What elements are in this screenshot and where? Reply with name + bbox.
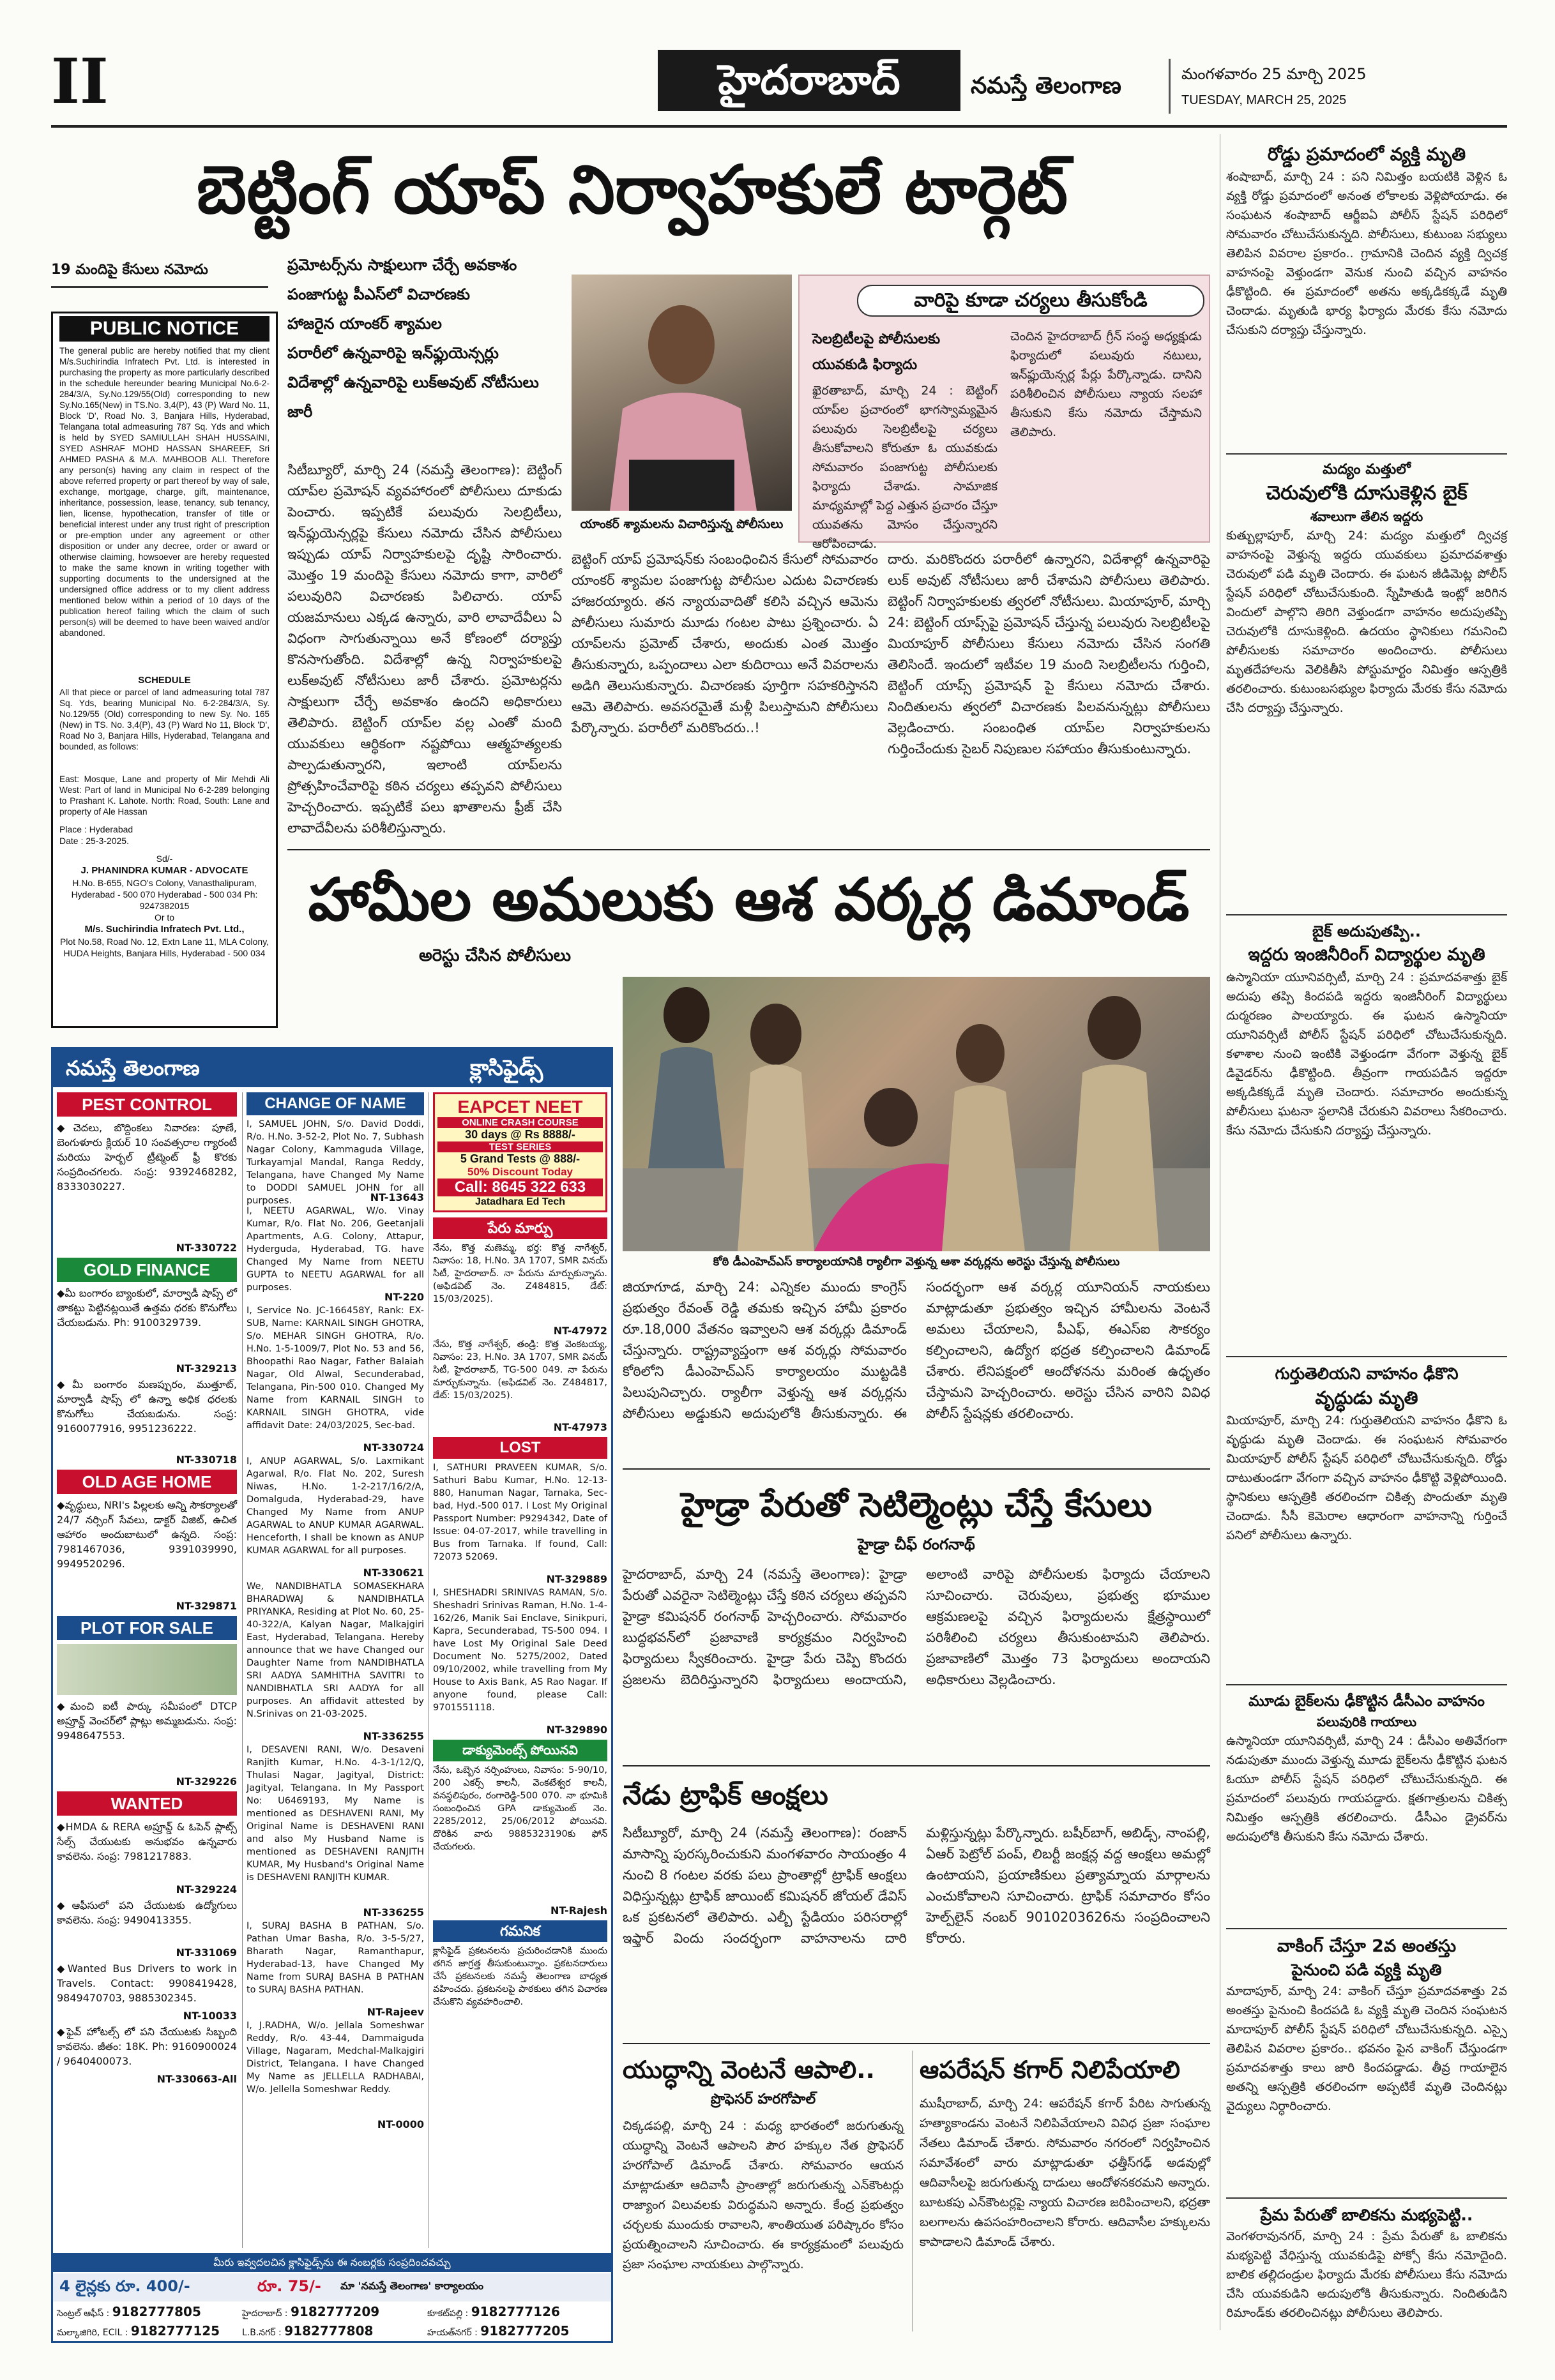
plot-for-sale-text: ◆మంచి ఐటీ పార్కు సమీపంలో DTCP అప్రూవ్డ్ వెంచర్‌లో ప్లాట్లు అమ్మబడును. సంప్ర: 9948647553. xyxy=(57,1700,237,1742)
classifieds-footer-prompt: మీరు ఇవ్వదలచిన క్లాసిఫైడ్స్‌ను ఈ నంబర్లకు సంప్రదించవచ్చు xyxy=(53,2253,611,2272)
notice-advocate: J. PHANINDRA KUMAR - ADVOCATE xyxy=(80,865,248,876)
hydraa-body: హైదరాబాద్, మార్చి 24 (నమస్తే తెలంగాణ): హైడ్రా పేరుతో ఎవరైనా సెటిల్మెంట్లు చేస్తే కఠిన చర్యలు తప్పవని హైడ్రా కమిషనర్ రంగనాథ్ హెచ్చరించారు. సోమవారం బుద్ధభవన్‌లో ప్రజావాణి కార్యక్రమం నిర్వహించి ఫిర్యాదులు స్వీకరించారు. హైడ్రా పేరు చెప్పి కొందరు ప్రజలను బెదిరిస్తున్నారని ఫిర్యాదులు అందాయని, అలాంటి వారిపై పోలీసులకు ఫిర్యాదు చేయాలని సూచించారు. చెరువులు, ప్రభుత్వ భూముల ఆక్రమణలపై వచ్చిన ఫిర్యాదులను క్షేత్రస్థాయిలో పరిశీలించి చర్యలు తీసుకుంటామని తెలిపారు. ప్రజావాణిలో మొత్తం 73 ఫిర్యాదులు అందాయని అధికారులు వెల్లడించారు. xyxy=(623,1567,1210,1687)
rc-story-3-deck: బైక్ అదుపుతప్పి.. xyxy=(1312,923,1421,940)
lead-photo-caption: యాంకర్ శ్యామలను విచారిస్తున్న పోలీసులు xyxy=(580,517,784,531)
pest-control-text: ◆చెదలు, బొద్దింకలు నివారణ: పూణే, బెంగుళూరు క్లియర్ 10 సంవత్సరాల గ్యారంటీ మరియు హెర్బల్ ట్రీట్మెంట్ ఫ్రీ కొరకు సంప్రదించగలరు. సంప్ర: 9392468282, 8333030227. xyxy=(57,1122,237,1193)
war-kagar-divider xyxy=(912,2051,913,2331)
hydraa-headline: హైడ్రా పేరుతో సెటిల్మెంట్లు చేస్తే కేసులు xyxy=(681,1486,1152,1525)
wanted-text-2: ◆ఆఫీసులో పని చేయుటకు ఉద్యోగులు కావలెను. సంప్ర: 9490413355. xyxy=(57,1899,237,1926)
change-of-name-8: I, J.RADHA, W/o. Jellala Someshwar Reddy, R/o. 43-44, Dammaiguda Village, Nagaram, Medchal-Malkajgiri District, Telangana. I have Changed My Name as JELLELLA RADHABAI, W/o. Jellella Someshwar Reddy. xyxy=(247,2021,424,2095)
lead-headline: బెట్టింగ్ యాప్ నిర్వాహకులే టార్గెట్ xyxy=(196,151,1068,229)
pername-nt-1: NT-47972 xyxy=(553,1325,607,1337)
hydraa-bottom-rule xyxy=(623,1765,1210,1766)
change-of-name-nt-4: NT-330621 xyxy=(363,1567,424,1579)
rc-story-2-text: కుత్బుల్లాపూర్, మార్చి 24: మద్యం మత్తులో ద్విచక్ర వాహనంపై వెళ్తున్న ఇద్దరు యువకులు ప్రమాదవశాత్తు చెరువులో పడి మృతి చెందారు. ఈ ఘటన జీడిమెట్ల పోలీస్ స్టేషన్ పరిధిలో చోటుచేసుకుంది. స్నేహితుడి ఇంట్లో జరిగిన విందులో పాల్గొని తిరిగి వెళ్తుండగా వాహనం అదుపుతప్పి చెరువులోకి దూసుకెళ్లింది. ఉదయం స్థానికులు గమనించి పోలీసులకు సమాచారం అందించారు. పోలీసులు మృతదేహాలను వెలికితీసి పోస్టుమార్టం నిమిత్తం ఆస్పత్రికి తరలించారు. కుటుంబసభ్యుల ఫిర్యాదు మేరకు కేసు నమోదు చేసి దర్యాప్తు చేస్తున్నారు. xyxy=(1226,529,1507,715)
rc-rule-5 xyxy=(1226,1928,1507,1929)
masthead-divider xyxy=(1169,59,1171,114)
rc-rule-4 xyxy=(1226,1684,1507,1685)
rc-story-2-head: చెరువులోకి దూసుకెళ్లిన బైక్ xyxy=(1266,482,1468,504)
pest-control-head: PEST CONTROL xyxy=(57,1092,237,1117)
asha-deck: అరెస్టు చేసిన పోలీసులు xyxy=(418,946,572,965)
lead-photo-figure xyxy=(572,275,792,511)
rc-story-6-sub: పైనుంచి పడి వ్యక్తి మృతి xyxy=(1291,1961,1442,1979)
lost-nt-2: NT-329890 xyxy=(546,1724,607,1736)
eapcet-title: EAPCET NEET xyxy=(457,1097,583,1117)
change-of-name-nt-2: NT-220 xyxy=(384,1291,424,1303)
lead-box-text-2: చెందిన హైదరాబాద్ గ్రీన్ సంస్థ అధ్యక్షుడు ఫిర్యాదులో పలువురు నటులు, ఇన్‌ఫ్లుయెన్సర్ల పేర్లు పేర్కొన్నాడు. దానిని పరిశీలించిన పోలీసులు న్యాయ సలహా తీసుకుని కేసు నమోదు చేస్తామని తెలిపారు. xyxy=(1010,329,1202,439)
change-of-name-7: I, SURAJ BASHA B PATHAN, S/o. Pathan Umar Basha, R/o. 3-5-5/27, Bharath Nagar, Ramanthapur, Hyderabad-13, have Changed My Name from SURAJ BASHA B PATHAN to SURAJ BASHA PATHAN. xyxy=(247,1921,424,1995)
rc-story-4-text: మియాపూర్, మార్చి 24: గుర్తుతెలియని వాహనం ఢీకొని ఓ వృద్ధుడు మృతి చెందాడు. ఈ సంఘటన సోమవారం మియాపూర్ పోలీస్ స్టేషన్ పరిధిలో చోటుచేసుకున్నది. రోడ్డు దాటుతుండగా వేగంగా వచ్చిన వాహనం ఢీకొట్టి వెళ్లిపోయింది. స్థానికులు ఆస్పత్రికి తరలించగా చికిత్స పొందుతూ మృతి చెందాడు. సీసీ కెమెరాల ఆధారంగా వాహనాన్ని గుర్తించే పనిలో పోలీసులు ఉన్నారు. xyxy=(1226,1413,1507,1542)
asha-headline: హామీల అమలుకు ఆశ వర్కర్ల డిమాండ్ xyxy=(308,866,1190,934)
asha-photo xyxy=(623,977,1210,1251)
phone-3: కూకట్‌పల్లి : 9182777126 xyxy=(427,2304,560,2319)
eapcet-line-1: ONLINE CRASH COURSE xyxy=(437,1117,603,1128)
wanted-text-3: ◆Wanted Bus Drivers to work in Travels. Contact: 9908419428, 9849470703, 9885302345. xyxy=(57,1962,237,2004)
notice-bounds: East: Mosque, Lane and property of Mir Mehdi Ali West: Part of land in Municipal No 6-2-289 belonging to Prashant K. Lahote. North: Road, South: Lane and property of Ale Hassan xyxy=(59,774,269,817)
phone-2-number: 9182777209 xyxy=(290,2304,380,2319)
rc-story-7-head: ప్రేమ పేరుతో బాలికను మభ్యపెట్టి.. xyxy=(1260,2206,1473,2224)
classifieds-office: మా 'నమస్తే తెలంగాణ' కార్యాలయం xyxy=(340,2280,484,2292)
rc-story-5-head: మూడు బైక్‌లను ఢీకొట్టిన డీసీఎం వాహనం xyxy=(1248,1693,1485,1710)
notice-client: M/s. Suchirindia Infratech Pvt. Ltd., xyxy=(84,924,245,935)
notice-body: The general public are hereby notified that my client M/s.Suchirindia Infratech Pvt. Ltd. is interested in purchasing the property as more particularly described in the schedule hereunder bearing Municipal No.6-2-284/3/A, Sy.No.129/55(Old) corresponding to new Sy.No.165(New) in TS.No. 3,4(P), 43 (P) Ward No. 11, Block 'D', Road No. 3, Banjara Hills, Hyderabad, Telangana total admeasuring 787 Sq. Yds and which is held by SYED SAMIULLAH SHAH HUSSAINI, SYED ASHRAF MOHD HASSAN SHAREEF, Sri AHMED PASHA & M.A. MAHBOOB ALI. Therefore any person(s) having any claim in respect of the above referred property or part thereof by way of sale, exchange, mortgage, charge, gift, maintenance, inheritance, possession, lease, tenancy, sub tenancy, lien, license, hypothecation, transfer of title or beneficial interest under any trust right of prescription or pre-emption under any agreement or other disposition or under any decree, order or award or otherwise claiming, howsoever are hereby requested to make the same known in writing together with supporting documents to the undersigned at the undersigned office address or to my client address mentioned below within a period of 10 days of the publication hereof failing which the claim of such person(s) will be deemed to have been waived and/or abandoned. xyxy=(59,346,269,638)
phone-4-place: మల్కాజిగిరి, ECIL xyxy=(57,2328,123,2338)
eapcet-line-4: 5 Grand Tests @ 888/- xyxy=(460,1152,580,1165)
phone-3-number: 9182777126 xyxy=(471,2304,560,2319)
phone-6-place: హయత్‌నగర్ xyxy=(427,2328,472,2338)
lead-kicker: 19 మందిపై కేసులు నమోదు xyxy=(51,262,208,278)
notice-date: Date : 25-3-2025. xyxy=(59,836,129,846)
change-of-name-nt-6: NT-336255 xyxy=(363,1906,424,1918)
lead-sidebar-box xyxy=(798,275,1210,551)
rc-story-3-head: ఇద్దరు ఇంజినీరింగ్ విద్యార్థుల మృతి xyxy=(1248,945,1485,965)
change-of-name-2: I, NEETU AGARWAL, W/o. Vinay Kumar, R/o. Flat No. 206, Geetanjali Apartments, A.G. Colony, Attapur, Hyderguda, Hyderabad, TG. have Changed My Name from NEETU GUPTA to NEETU AGARWAL for all purposes. xyxy=(247,1206,424,1293)
asha-bottom-rule xyxy=(623,1468,1210,1470)
notice-title: PUBLIC NOTICE xyxy=(59,316,269,342)
rc-rule-3 xyxy=(1226,1356,1507,1357)
rc-story-4-head: వృద్ధుడు మృతి xyxy=(1315,1387,1418,1408)
change-of-name-head: CHANGE OF NAME xyxy=(247,1092,424,1115)
rc-story-3-text: ఉస్మానియా యూనివర్సిటీ, మార్చి 24 : ప్రమాదవశాత్తు బైక్ అదుపు తప్పి కిందపడి ఇద్దరు ఇంజినీరింగ్ విద్యార్థులు దుర్మరణం పాలయ్యారు. ఈ ఘటన ఉస్మానియా యూనివర్సిటీ పోలీస్ స్టేషన్ పరిధిలో చోటుచేసుకున్నది. కళాశాల నుంచి ఇంటికి వెళ్తుండగా వేగంగా వెళ్తున్న బైక్ డివైడర్‌ను ఢీకొట్టింది. తీవ్రంగా గాయపడిన ఇద్దరూ అక్కడికక్కడే మృతి చెందారు. సమాచారం అందుకున్న పోలీసులు ఘటనా స్థలానికి చేరుకుని వివరాలు సేకరించారు. కేసు నమోదు చేసుకుని దర్యాప్తు చేస్తున్నారు. xyxy=(1226,970,1507,1138)
wanted-nt-4: NT-330663-All xyxy=(156,2073,237,2085)
rc-story-4-deck: గుర్తుతెలియని వాహనం ఢీకొని xyxy=(1275,1364,1459,1383)
date-telugu: మంగళవారం 25 మార్చి 2025 xyxy=(1181,65,1367,83)
phone-1-place: సెంట్రల్ ఆఫీస్ xyxy=(57,2308,104,2319)
classifieds-title: క్లాసిఫైడ్స్ xyxy=(469,1055,543,1081)
gamanika-text: క్లాసిఫైడ్ ప్రకటనలను ప్రచురించడానికి ముందు తగిన జాగ్రత్త తీసుకుంటున్నాం. ప్రకటనదారులు చేసే ప్రకటనలకు నమస్తే తెలంగాణ బాధ్యత వహించదు. ప్రకటనలపై పాఠకులు తగిన విచారణ చేసుకొని వ్యవహరించాలి. xyxy=(433,1946,607,2007)
notice-schedule: All that piece or parcel of land admeasuring total 787 Sq. Yds, bearing Municipal No. 6-2-284/3/A, Sy. No.129/55 (Old) corresponding to new Sy. No. 165 (New) in TS. No. 3,4(P), 43 (P) Ward No 11, Block 'D', Road No 3, Banjara Hills, Hyderabad, Telangana and bounded, as follows: xyxy=(59,688,269,751)
phone-5: L.B.నగర్ : 9182777808 xyxy=(242,2323,374,2339)
classifieds-price-lines: 4 లైన్లకు రూ. 400/- xyxy=(59,2277,190,2295)
phone-2: హైదరాబాద్ : 9182777209 xyxy=(242,2304,380,2319)
asha-photo-scene xyxy=(623,977,1210,1251)
notice-schedule-title: SCHEDULE xyxy=(138,675,191,686)
phone-3-place: కూకట్‌పల్లి xyxy=(427,2308,463,2319)
deck-2: పంజాగుట్ట పీఎస్‌లో విచారణకు xyxy=(287,285,470,303)
asha-photo-caption: కోఠి డీఎంహెచ్ఎస్ కార్యాలయానికి ర్యాలీగా వెళ్తున్న ఆశా వర్కర్లను అరెస్టు చేస్తున్న పోలీసులు xyxy=(713,1255,1120,1269)
rc-story-2-sub: శవాలుగా తేలిన ఇద్దరు xyxy=(1310,509,1423,524)
gold-finance-nt-2: NT-330718 xyxy=(176,1454,237,1466)
right-column xyxy=(1226,142,1507,2338)
phone-6-number: 9182777205 xyxy=(480,2323,570,2339)
masthead-rule xyxy=(51,125,1507,128)
kagar-headline: ఆపరేషన్ కగార్ నిలిపేయాలి xyxy=(920,2056,1180,2084)
lead-body-col2: బెట్టింగ్ యాప్ ప్రమోషన్‌కు సంబంధించిన కేసులో సోమవారం యాంకర్ శ్యామల పంజాగుట్ట పోలీసుల ఎదుట విచారణకు హాజరయ్యారు. తన న్యాయవాదితో కలిసి వచ్చిన ఆమెను పోలీసులు సుమారు మూడు గంటల పాటు ప్రశ్నించారు. ఏ యాప్‌లను ప్రమోట్ చేశారు, అందుకు ఎంత మొత్తం తీసుకున్నారు, ఒప్పందాలు ఎలా కుదిరాయి అనే వివరాలను అడిగి తెలుసుకున్నారు. విచారణకు పూర్తిగా సహకరిస్తానని ఆమె తెలిపారు. అవసరమైతే మళ్లీ పిలుస్తామని పోలీసులు పేర్కొన్నారు. పరారీలో మరికొందరు..! xyxy=(572,552,878,735)
gold-finance-head: GOLD FINANCE xyxy=(57,1258,237,1282)
phone-5-number: 9182777808 xyxy=(284,2323,374,2339)
classifieds-phone-grid xyxy=(53,2303,611,2341)
rc-story-7-text: వెంగళరావునగర్, మార్చి 24 : ప్రేమ పేరుతో ఓ బాలికను మభ్యపెట్టి వేధిస్తున్న యువకుడిపై పోక్సో కేసు నమోదైంది. బాలిక తల్లిదండ్రుల ఫిర్యాదు మేరకు పోలీసులు కేసు నమోదు చేసి యువకుడిని అదుపులోకి తీసుకున్నారు. నిందితుడిని రిమాండ్‌కు తరలించినట్లు పోలీసులు తెలిపారు. xyxy=(1226,2229,1507,2320)
plot-image xyxy=(57,1644,237,1695)
lead-box-subtitle: సెలబ్రిటీలపై పోలీసులకు యువకుడి ఫిర్యాదు xyxy=(812,331,941,373)
notice-sd: Sd/- xyxy=(156,854,173,864)
eapcet-brand: Jatadhara Ed Tech xyxy=(474,1196,566,1207)
eapcet-line-2: 30 days @ Rs 8888/- xyxy=(465,1128,575,1141)
eapcet-call: Call: 8645 322 633 xyxy=(437,1179,603,1196)
gold-finance-text-1: ◆మీ బంగారం బ్యాంకులో, మార్వాడీ షాప్స్ లో తాకట్టు పెట్టినట్లయితే ఉత్తమ ధరకు కొనుగోలు చేయబడును. Ph: 9100329739. xyxy=(57,1287,237,1329)
lead-bottom-rule xyxy=(287,849,1210,850)
pername-2: నేను, కొత్త నాగేశ్వర్, తండ్రి: కొత్త వెంకటయ్య, నివాసం: 23, H.No. 3A 1707, SMR వినయ్ సిటీ, హైదరాబాద్, TG-500 049. నా పేరును మార్చుకున్నాను. (అఫిడవిట్ నెం. Z484817, డేట్: 15/03/2025). xyxy=(433,1339,607,1401)
phone-2-place: హైదరాబాద్ xyxy=(242,2308,282,2319)
wanted-text-4: ◆ఫైవ్ హోటల్స్ లో పని చేయుటకు సిబ్బంది కావలెను. జీతం: 18K. Ph: 9160900024 / 9640400073. xyxy=(57,2026,237,2067)
pername-1: నేను, కొత్త మణెమ్మ, భర్త: కొత్త నాగేశ్వర్, నివాసం: 18, H.No. 3A 1707, SMR వినయ్ సిటీ, హైదరాబాద్. నా పేరును మార్చుకున్నాను. (అఫిడవిట్ నెం. Z484815, డేట్: 15/03/2025). xyxy=(433,1243,607,1304)
kagar-body: ముషీరాబాద్, మార్చి 24: ఆపరేషన్ కగార్ పేరిట సాగుతున్న హత్యాకాండను వెంటనే నిలిపివేయాలని వివిధ ప్రజా సంఘాల నేతలు డిమాండ్ చేశారు. సోమవారం నగరంలో నిర్వహించిన సమావేశంలో వారు మాట్లాడుతూ ఛత్తీస్‌గఢ్ అడవుల్లో ఆదివాసీలపై జరుగుతున్న దాడులు ఆందోళనకరమని అన్నారు. బూటకపు ఎన్‌కౌంటర్లపై న్యాయ విచారణ జరిపించాలని, భద్రతా బలగాలను ఉపసంహరించాలని కోరారు. ఆదివాసీల హక్కులను కాపాడాలని డిమాండ్ చేశారు. xyxy=(920,2097,1210,2249)
rc-story-6-head: వాకింగ్ చేస్తూ 2వ అంతస్తు xyxy=(1277,1936,1457,1956)
traffic-bottom-rule xyxy=(623,2043,1210,2044)
gamanika-head: గమనిక xyxy=(433,1920,607,1942)
war-headline: యుద్ధాన్ని వెంటనే ఆపాలి.. xyxy=(623,2056,875,2084)
eapcet-ad xyxy=(433,1092,607,1212)
rc-story-5-text: ఉస్మానియా యూనివర్సిటీ, మార్చి 24 : డీసీఎం అతివేగంగా నడుపుతూ ముందు వెళ్తున్న మూడు బైక్‌లను ఢీకొట్టిన ఘటన ఓయూ పోలీస్ స్టేషన్ పరిధిలో చోటుచేసుకున్నది. ఈ ప్రమాదంలో పలువురు గాయపడ్డారు. క్షతగాత్రులను చికిత్స నిమిత్తం ఆస్పత్రికి తరలించారు. డీసీఎం డ్రైవర్‌ను అదుపులోకి తీసుకుని కేసు నమోదు చేశారు. xyxy=(1226,1734,1507,1844)
wanted-text-1: ◆HMDA & RERA అప్రూవ్డ్ & ఓపెన్ ప్లాట్స్ సేల్స్ చేయుటకు అనుభవం ఉన్నవారు కావలెను. సంప్ర: 7981217883. xyxy=(57,1821,237,1862)
date-english: TUESDAY, MARCH 25, 2025 xyxy=(1181,93,1347,107)
docs-lost-head: డాక్యుమెంట్స్ పోయినవి xyxy=(433,1740,607,1761)
phone-5-place: L.B.నగర్ xyxy=(242,2328,276,2338)
change-of-name-3: I, Service No. JC-166458Y, Rank: EX-SUB, Name: KARNAIL SINGH GHOTRA, S/o. MEHAR SINGH GHOTRA, R/o. H.No. 1-5-1009/7, Plot No. 53 and 56, Bhoopathi Rao Nagar, Father Balaiah Nagar, Old Alwal, Secunderabad, Telangana, Pin-500 010. Changed My Name from KARNAIL SINGH to KARNAIL SINGH GHOTRA, vide affidavit Date: 24/03/2025, Sec-bad. xyxy=(247,1306,424,1431)
plot-for-sale-nt: NT-329226 xyxy=(176,1775,237,1788)
lost-head: LOST xyxy=(433,1437,607,1459)
change-of-name-4: I, ANUP AGARWAL, S/o. Laxmikant Agarwal, R/o. Flat No. 202, Suresh Niwas, H.No. 1-2-217/16/2/A, Domalguda, Hyderabad-29, have Changed My Name from ANUP AGARWAL to ANUP KUMAR AGARWAL. Henceforth, I shall be known as ANUP KUMAR AGARWAL for all purposes. xyxy=(247,1456,424,1556)
rc-rule-6 xyxy=(1226,2197,1507,2199)
gold-finance-nt-1: NT-329213 xyxy=(176,1362,237,1375)
lead-photo xyxy=(572,275,792,511)
rc-story-1-text: శంషాబాద్, మార్చి 24 : పని నిమిత్తం బయటికి వెళ్లిన ఓ వ్యక్తి రోడ్డు ప్రమాదంలో అనంత లోకాలకు వెళ్లిపోయాడు. ఈ సంఘటన శంషాబాద్ ఆర్జీఐఏ పోలీస్ స్టేషన్ పరిధిలో సోమవారం చోటుచేసుకున్నది. పోలీసులు, కుటుంబ సభ్యులు తెలిపిన వివరాల ప్రకారం.. గ్రామానికి చెందిన వ్యక్తి ద్విచక్ర వాహనంపై వెళ్తుండగా వెనుక నుంచి వచ్చిన వాహనం ఢీకొట్టింది. ఈ ప్రమాదంలో అతను అక్కడికక్కడే మృతి చెందాడు. మృతుడి భార్య ఫిర్యాదు మేరకు కేసు నమోదు చేసుకుని దర్యాప్తు చేస్తున్నారు. xyxy=(1226,170,1507,337)
rc-story-2-deck: మద్యం మత్తులో xyxy=(1323,462,1411,478)
notice-advocate-address: H.No. B-655, NGO's Colony, Vanasthalipuram, Hyderabad - 500 070 Hyderabad - 500 034 Ph: 9247382015 xyxy=(71,878,258,911)
rc-story-5-sub: పలువురికి గాయాలు xyxy=(1316,1714,1417,1729)
war-byline: ప్రొఫెసర్ హరగోపాల్ xyxy=(710,2091,816,2107)
pername-nt-2: NT-47973 xyxy=(553,1421,607,1433)
rc-story-1-head: రోడ్డు ప్రమాదంలో వ్యక్తి మృతి xyxy=(1267,144,1466,165)
lead-decks xyxy=(287,250,562,448)
classifieds-col-2 xyxy=(242,1092,424,2248)
pername-head: పేరు మార్పు xyxy=(433,1217,607,1239)
lost-nt-1: NT-329889 xyxy=(546,1573,607,1585)
notice-place: Place : Hyderabad xyxy=(59,824,133,834)
gold-finance-text-2: ◆మీ బంగారం మణప్పురం, ముత్తూట్, మార్వాడీ షాప్స్ లో ఉన్నా అధిక ధరలకు కొనుగోలు చేయబడును. సంప్ర: 9160077916, 9951236222. xyxy=(57,1378,237,1435)
classifieds-panel xyxy=(51,1047,613,2343)
hydraa-byline: హైడ్రా చీఫ్ రంగనాథ్ xyxy=(858,1535,975,1553)
traffic-headline: నేడు ట్రాఫిక్ ఆంక్షలు xyxy=(623,1779,828,1811)
pest-control-nt: NT-330722 xyxy=(176,1242,237,1254)
eapcet-line-5: 50% Discount Today xyxy=(467,1166,573,1178)
lead-box-title: వారిపై కూడా చర్యలు తీసుకోండి xyxy=(857,285,1204,317)
asha-body: జియాగూడ, మార్చి 24: ఎన్నికల ముందు కాంగ్రెస్ ప్రభుత్వం రేవంత్ రెడ్డి తమకు ఇచ్చిన హామీ ప్రకారం రూ.18,000 వేతనం ఇవ్వాలని ఆశ వర్కర్లు డిమాండ్ చేస్తున్నారు. రాష్ట్రవ్యాప్తంగా ఆశ వర్కర్లు సోమవారం కోఠిలోని డీఎంహెచ్ఎస్ కార్యాలయం ముట్టడికి పిలుపునిచ్చారు. ర్యాలీగా వెళ్తున్న ఆశ వర్కర్లను పోలీసులు అడ్డుకుని అదుపులోకి తీసుకున్నారు. ఈ సందర్భంగా ఆశ వర్కర్ల యూనియన్ నాయకులు మాట్లాడుతూ ప్రభుత్వం ఇచ్చిన హామీలను వెంటనే అమలు చేయాలని, పీఎఫ్, ఈఎస్ఐ సౌకర్యం కల్పించాలని, ఉద్యోగ భద్రత కల్పించాలని డిమాండ్ చేశారు. లేనిపక్షంలో ఆందోళనను మరింత ఉధృతం చేస్తామని హెచ్చరించారు. అరెస్టు చేసిన వారిని వివిధ పోలీస్ స్టేషన్లకు తరలించారు. xyxy=(623,1279,1210,1421)
section-title: హైదరాబాద్ xyxy=(658,50,960,111)
change-of-name-1: I, SAMUEL JOHN, S/o. David Doddi, R/o. H.No. 3-52-2, Plot No. 7, Subhash Nagar Colony, Kammaguda Village, Turkayamjal Mandal, Ranga Reddy, Telangana, have Changed My Name to DODDI SAMUEL JOHN for all purposes. xyxy=(247,1119,424,1206)
old-age-home-nt: NT-329871 xyxy=(176,1600,237,1612)
change-of-name-nt-8: NT-0000 xyxy=(377,2118,424,2130)
lead-body-col1: సిటీబ్యూరో, మార్చి 24 (నమస్తే తెలంగాణ): బెట్టింగ్ యాప్‌ల ప్రమోషన్ వ్యవహారంలో పోలీసులు దూకుడు పెంచారు. ఇప్పటికే పలువురు సెలబ్రిటీలు, ఇన్‌ఫ్లుయెన్సర్లపై కేసులు నమోదు చేసిన పోలీసులు ఇప్పుడు యాప్ నిర్వాహకులపై దృష్టి సారించారు. మొత్తం 19 మందిపై కేసులు నమోదు కాగా, వారిలో పలువురిని విచారణకు పిలిచారు. యాప్ యజమానులు ఎక్కడ ఉన్నారు, వారి లావాదేవీలు ఏ విధంగా సాగుతున్నాయి అనే కోణంలో దర్యాప్తు కొనసాగుతోంది. విదేశాల్లో ఉన్న నిర్వాహకులపై లుక్‌అవుట్ నోటీసులు జారీ చేశారు. ప్రమోటర్లను సాక్షులుగా చేర్చే అవకాశం ఉందని అధికారులు తెలిపారు. బెట్టింగ్ యాప్‌ల వల్ల ఎంతో మంది యువకులు ఆర్థికంగా నష్టపోయి ఆత్మహత్యలకు పాల్పడుతున్నారని, ఇలాంటి యాప్‌లను ప్రోత్సహించేవారిపై కఠిన చర్యలు తప్పవని పోలీసులు హెచ్చరించారు. ఇప్పటికే పలు ఖాతాలను ఫ్రీజ్ చేసి లావాదేవీలను పరిశీలిస్తున్నారు. xyxy=(287,462,562,836)
wanted-head: WANTED xyxy=(57,1791,237,1816)
change-of-name-5: We, NANDIBHATLA SOMASEKHARA BHARADWAJ & NANDIBHATLA PRIYANKA, Residing at Plot No. 60, 25-40-322/A, Kalyan Nagar, Malkajgiri East, Hyderabad, Telangana. Hereby announce that we have Changed our Daughter Name from NANDIBHATLA SRI AADYA SAMHITHA SAVITRI to NANDIBHATLA SRI AADYA for all purposes. An affidavit attested by N.Srinivas on 21-03-2025. xyxy=(247,1581,424,1719)
deck-4: పరారీలో ఉన్నవారిపై ఇన్‌ఫ్లుయెన్సర్లు xyxy=(287,344,499,362)
wanted-nt-3: NT-10033 xyxy=(183,2010,237,2022)
lost-2: I, SHESHADRI SRINIVAS RAMAN, S/o. Sheshadri Srinivas Raman, H.No. 1-4-162/26, Manik Sai Enclave, Sinikpuri, Kapra, Secunderabad, TS-500 094. I have Lost My Original Sale Deed Document No. 5275/2002, Dated 09/10/2002, while travelling from My House to Axis Bank, AS Rao Nagar. If anyone found, please Call: 9701551118. xyxy=(433,1588,607,1713)
classifieds-brand: నమస్తే తెలంగాణ xyxy=(66,1056,200,1080)
deck-5: విదేశాల్లో ఉన్నవారిపై లుక్‌అవుట్ నోటీసులు జారీ xyxy=(287,373,539,421)
rc-rule-2 xyxy=(1226,914,1507,915)
classifieds-col-3 xyxy=(429,1092,607,2248)
docs-lost-1: నేను, ఒబ్బెన నర్సింహులు, నివాసం: 5-90/10, 200 ఎకర్స్ కాలనీ, వెంకటేశ్వర కాలనీ, వనస్థలిపురం, రంగారెడ్డి-500 070. నా భూమికి సంబంధించిన GPA డాక్యుమెంట్ నెం. 2285/2012, 25/06/2012 పోయినవి. దొరికిన వారు 9885323190కు ఫోన్ చేయగలరు. xyxy=(433,1765,607,1852)
notice-or: Or to xyxy=(154,912,175,923)
lost-1: I, SATHURI PRAVEEN KUMAR, S/o. Sathuri Babu Kumar, H.No. 12-13-880, Hanuman Nagar, Tarnaka, Sec-bad, Hyd.-500 017. I Lost My Original Passport Number: P9294342, Date of Issue: 04-07-2017, while travelling in Bus from Tarnaka. If found, Call: 72073 52069. xyxy=(433,1463,607,1562)
rc-rule-1 xyxy=(1226,453,1507,455)
classifieds-price-band xyxy=(53,2273,611,2301)
phone-4: మల్కాజిగిరి, ECIL : 9182777125 xyxy=(57,2323,220,2339)
traffic-body: సిటీబ్యూరో, మార్చి 24 (నమస్తే తెలంగాణ): రంజాన్ మాసాన్ని పురస్కరించుకుని మంగళవారం సాయంత్రం 4 నుంచి 8 గంటల వరకు పలు ప్రాంతాల్లో ట్రాఫిక్ ఆంక్షలు విధిస్తున్నట్లు ట్రాఫిక్ జాయింట్ కమిషనర్ జోయల్ డేవిస్ ఒక ప్రకటనలో తెలిపారు. ఎల్బీ స్టేడియం పరిసరాల్లో ఇఫ్తార్ విందు సందర్భంగా వాహనాలను దారి మళ్లిస్తున్నట్లు పేర్కొన్నారు. బషీర్‌బాగ్, అబిడ్స్, నాంపల్లి, ఏఆర్ పెట్రోల్ పంప్, లిబర్టీ జంక్షన్ల వద్ద ఆంక్షలు అమల్లో ఉంటాయని, ప్రయాణికులు ప్రత్యామ్నాయ మార్గాలను ఎంచుకోవాలని సూచించారు. ట్రాఫిక్ సమాచారం కోసం హెల్ప్‌లైన్ నంబర్ 9010203626ను సంప్రదించాలని కోరారు. xyxy=(623,1825,1210,1946)
docs-lost-nt-1: NT-Rajesh xyxy=(550,1904,607,1917)
classifieds-header xyxy=(53,1049,611,1087)
change-of-name-6: I, DESAVENI RANI, W/o. Desaveni Ranjith Kumar, H.No. 4-3-1/12/Q, Thulasi Nagar, Jagityal, District: Jagityal, Telangana. In My Passport No: U6469193, My Name is mentioned as DESHAVENI RANI, My Original Name is DESHAVENI RANI and also My Husband Name is mentioned as DESHAVENI RANJITH KUMAR, My Husband's Original Name is DESHAVENI RANJITH KUMAR. xyxy=(247,1745,424,1883)
rc-story-6-text: మాదాపూర్, మార్చి 24: వాకింగ్ చేస్తూ ప్రమాదవశాత్తు 2వ అంతస్తు పైనుంచి కిందపడి ఓ వ్యక్తి మృతి చెందిన సంఘటన మాదాపూర్ పోలీస్ స్టేషన్ పరిధిలో చోటుచేసుకున్నది. ఎస్సై తెలిపిన వివరాల ప్రకారం.. భవనం పైన వాకింగ్ చేస్తుండగా ప్రమాదవశాత్తు కాలు జారి కిందపడ్డాడు. తీవ్ర గాయాలైన అతన్ని ఆస్పత్రికి తరలించగా అప్పటికే మృతి చెందినట్లు వైద్యులు నిర్ధారించారు. xyxy=(1226,1984,1507,2113)
notice-client-address: Plot No.58, Road No. 12, Extn Lane 11, MLA Colony, HUDA Heights, Banjara Hills, Hyderabad - 500 034 xyxy=(59,937,269,958)
change-of-name-nt-3: NT-330724 xyxy=(363,1442,424,1454)
old-age-home-head: OLD AGE HOME xyxy=(57,1470,237,1494)
wanted-nt-1: NT-329224 xyxy=(176,1883,237,1895)
phone-1-number: 9182777805 xyxy=(112,2304,201,2319)
change-of-name-nt-7: NT-Rajeev xyxy=(367,2006,424,2018)
paper-name: నమస్తే తెలంగాణ xyxy=(971,73,1121,99)
lead-box-text-1: ఖైరతాబాద్, మార్చి 24 : బెట్టింగ్ యాప్‌ల ప్రచారంలో భాగస్వామ్యమైన పలువురు సెలబ్రిటీలపై చర్యలు తీసుకోవాలని కోరుతూ ఓ యువకుడు సోమవారం పంజాగుట్ట పోలీసులకు ఫిర్యాదు చేశాడు. సామాజిక మాధ్యమాల్లో పెద్ద ఎత్తున ప్రచారం చేస్తూ యువతను మోసం చేస్తున్నారని ఆరోపించాడు. xyxy=(812,384,997,551)
change-of-name-nt-1: NT-13643 xyxy=(370,1191,424,1203)
page-number: II xyxy=(51,45,109,117)
wanted-nt-2: NT-331069 xyxy=(176,1947,237,1959)
phone-4-number: 9182777125 xyxy=(130,2323,220,2339)
eapcet-line-3: TEST SERIES xyxy=(437,1141,603,1152)
change-of-name-nt-5: NT-336255 xyxy=(363,1730,424,1742)
classifieds-price-extra: రూ. 75/- xyxy=(257,2277,321,2295)
phone-1: సెంట్రల్ ఆఫీస్ : 9182777805 xyxy=(57,2304,201,2319)
deck-3: హాజరైన యాంకర్ శ్యామల xyxy=(287,315,442,333)
public-notice xyxy=(51,312,278,1028)
lead-body-col3: దారు. మరికొందరు పరారీలో ఉన్నారని, విదేశాల్లో ఉన్నవారిపై లుక్ అవుట్ నోటీసులు జారీ చేశామని పోలీసులు తెలిపారు. బెట్టింగ్ నిర్వాహకులకు త్వరలో నోటీసులు. మియాపూర్, మార్చి 24: బెట్టింగ్ యాప్స్‌పై ప్రమోషన్ చేస్తున్న పలువురు సెలబ్రిటీలపై మియాపూర్ పోలీసులు కేసులు నమోదు చేసిన సంగతి తెలిసిందే. ఇందులో ఇటీవల 19 మంది సెలబ్రిటీలను గుర్తించి, బెట్టింగ్ యాప్స్ ప్రమోషన్ పై కేసులు నమోదు చేశారు. నిందితులను త్వరలో విచారణకు పిలవనున్నట్లు పోలీసులు వెల్లడించారు. సంబంధిత యాప్‌ల నిర్వాహకులను గుర్తించేందుకు సైబర్ నిపుణుల సహాయం తీసుకుంటున్నారు. xyxy=(888,552,1210,757)
kicker-rule xyxy=(51,286,268,288)
old-age-home-text: ◆వృద్ధులు, NRI's పిల్లలకు అన్ని సౌకర్యాలతో 24/7 నర్సింగ్ సేవలు, డాక్టర్ విజిట్, ఉచిత ఆహారం అందుబాటులో ఉన్నది. సంప్ర: 7981467036, 9391039990, 9949520296. xyxy=(57,1499,237,1570)
war-body: చిక్కడపల్లి, మార్చి 24 : మధ్య భారతంలో జరుగుతున్న యుద్ధాన్ని వెంటనే ఆపాలని పౌర హక్కుల నేత ప్రొఫెసర్ హరగోపాల్ డిమాండ్ చేశారు. సోమవారం ఆయన మాట్లాడుతూ ఆదివాసీ ప్రాంతాల్లో జరుగుతున్న ఎన్‌కౌంటర్లు రాజ్యాంగ విలువలకు విరుద్ధమని అన్నారు. కేంద్ర ప్రభుత్వం చర్చలకు ముందుకు రావాలని, శాంతియుత పరిష్కారం కోసం ప్రయత్నించాలని సూచించారు. ఈ కార్యక్రమంలో పలువురు ప్రజా సంఘాల నాయకులు పాల్గొన్నారు. xyxy=(623,2119,904,2271)
plot-for-sale-head: PLOT FOR SALE xyxy=(57,1616,237,1640)
deck-1: ప్రమోటర్స్‌ను సాక్షులుగా చేర్చే అవకాశం xyxy=(287,256,517,274)
phone-6: హయత్‌నగర్ : 9182777205 xyxy=(427,2323,570,2339)
classifieds-col-1 xyxy=(57,1092,237,2248)
